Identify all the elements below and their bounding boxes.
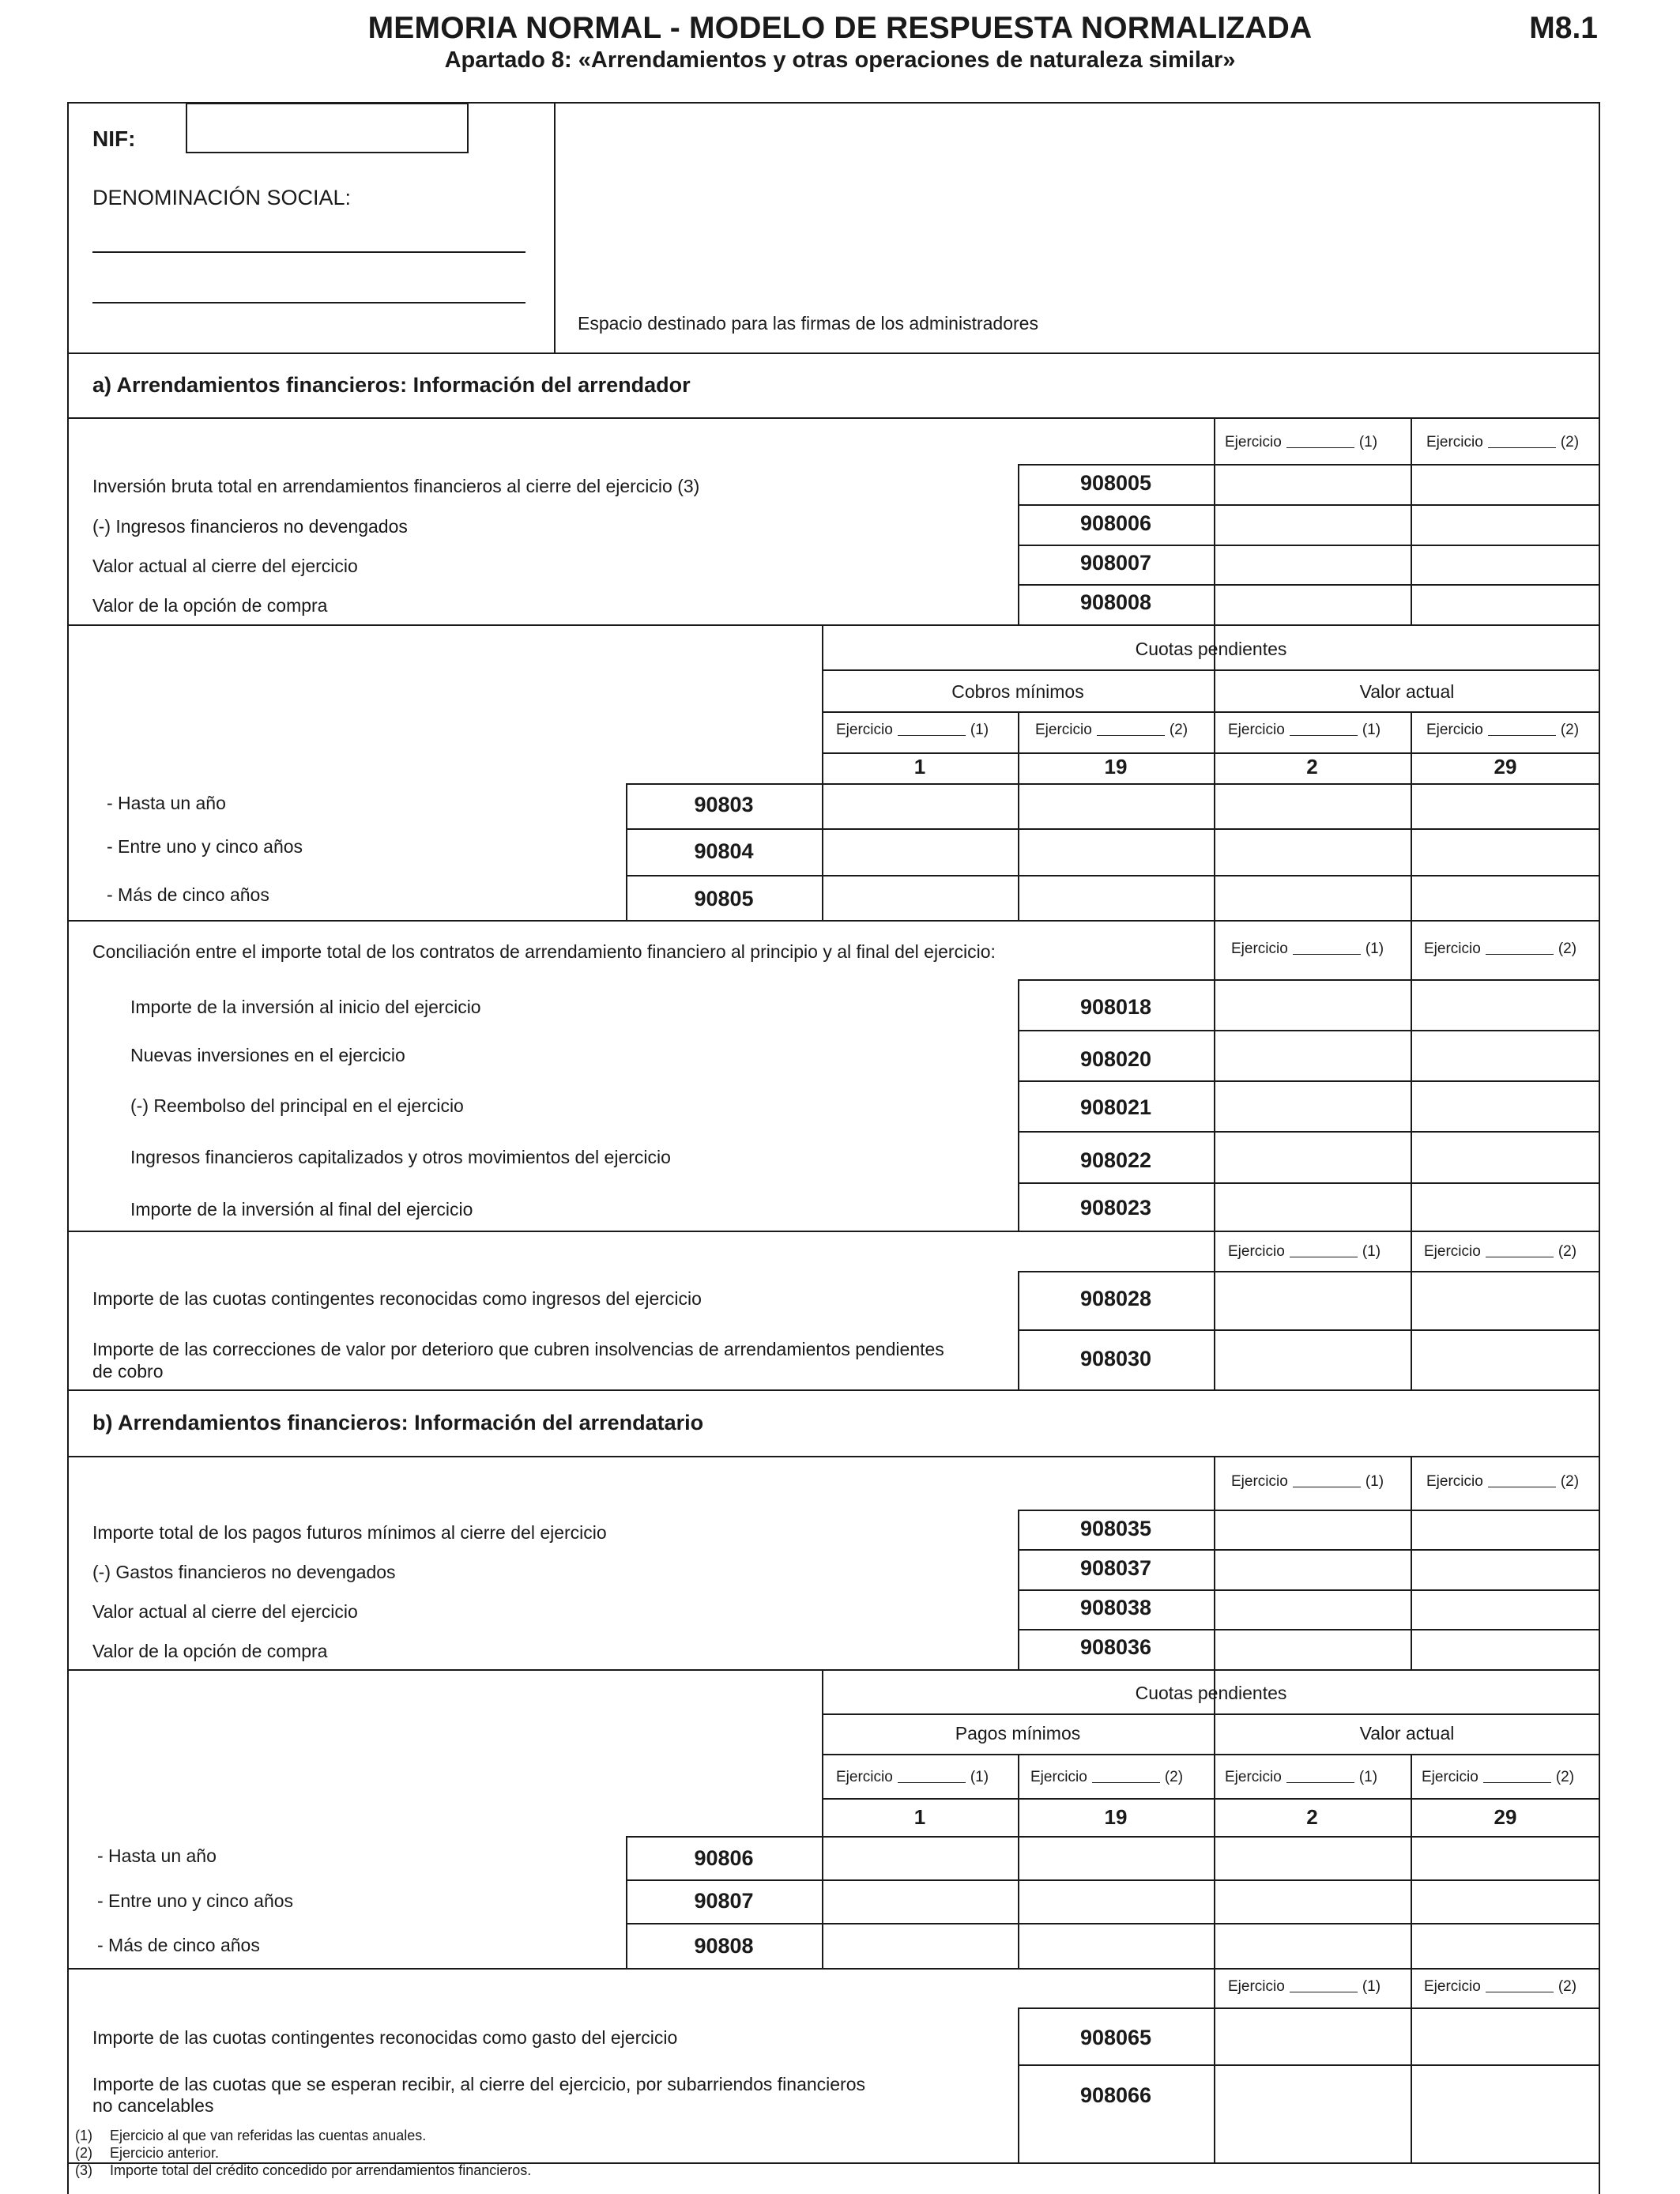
nif-label: NIF: bbox=[92, 126, 136, 151]
column-number: 2 bbox=[1306, 755, 1318, 778]
form-subtitle: Apartado 8: «Arrendamientos y otras operaciones de naturaleza similar» bbox=[444, 47, 1236, 73]
row-code: 908066 bbox=[1079, 2083, 1152, 2107]
row-code: 908021 bbox=[1079, 1095, 1152, 1119]
denominacion-line-2[interactable] bbox=[92, 302, 525, 303]
divider bbox=[67, 1669, 1600, 1671]
row-code: 908036 bbox=[1079, 1635, 1152, 1659]
id-divider bbox=[554, 102, 556, 352]
column-number: 2 bbox=[1306, 1805, 1318, 1829]
row-code: 908018 bbox=[1079, 995, 1152, 1019]
row-label: Importe de las cuotas que se esperan recibir, al cierre del ejercicio, por subarriendos financieros bbox=[92, 2074, 866, 2094]
ejercicio-header-2: Ejercicio (2) bbox=[1424, 1978, 1577, 1995]
cuotas-group-1: Cobros mínimos bbox=[951, 681, 1084, 702]
ejercicio-header-2: Ejercicio (2) bbox=[1424, 941, 1577, 957]
cuotas-title: Cuotas pendientes bbox=[1135, 1683, 1287, 1703]
ejercicio-header-2: Ejercicio (2) bbox=[1422, 1769, 1575, 1785]
row-label: - Hasta un año bbox=[97, 1845, 217, 1866]
row-code: 908023 bbox=[1079, 1196, 1152, 1220]
ejercicio-header-2: Ejercicio (2) bbox=[1424, 1243, 1577, 1260]
divider bbox=[67, 920, 1600, 922]
nif-input[interactable] bbox=[186, 103, 469, 153]
footnote: (3) Importe total del crédito concedido por arrendamientos financieros. bbox=[75, 2162, 532, 2178]
row-code: 908005 bbox=[1079, 471, 1152, 495]
ejercicio-header-1: Ejercicio (1) bbox=[1225, 1769, 1378, 1785]
divider bbox=[67, 1968, 1600, 1970]
ejercicio-header-1: Ejercicio (1) bbox=[1228, 1978, 1381, 1995]
ejercicio-header-1: Ejercicio (1) bbox=[1228, 722, 1381, 738]
row-code: 908007 bbox=[1079, 551, 1152, 575]
row-label: - Más de cinco años bbox=[97, 1935, 260, 1955]
section-b-title: b) Arrendamientos financieros: Información del arrendatario bbox=[92, 1411, 704, 1434]
row-code: 90804 bbox=[694, 839, 754, 863]
conciliacion-title: Conciliación entre el importe total de los contratos de arrendamiento financiero al principio y al final del ejercicio: bbox=[92, 941, 996, 962]
row-code: 908038 bbox=[1079, 1596, 1152, 1619]
ejercicio-header-1: Ejercicio (1) bbox=[836, 1769, 989, 1785]
row-label: Importe de las cuotas contingentes reconocidas como gasto del ejercicio bbox=[92, 2027, 678, 2048]
cuotas-group-2: Valor actual bbox=[1359, 681, 1455, 702]
section-a-title: a) Arrendamientos financieros: Información del arrendador bbox=[92, 373, 691, 397]
row-label: Valor de la opción de compra bbox=[92, 1641, 328, 1661]
ejercicio-header-2: Ejercicio (2) bbox=[1426, 722, 1580, 738]
column-number: 19 bbox=[1104, 755, 1128, 778]
denominacion-line-1[interactable] bbox=[92, 251, 525, 253]
row-code: 908035 bbox=[1079, 1517, 1152, 1540]
row-label: (-) Ingresos financieros no devengados bbox=[92, 516, 408, 537]
row-label: Inversión bruta total en arrendamientos financieros al cierre del ejercicio (3) bbox=[92, 476, 700, 496]
row-label: (-) Reembolso del principal en el ejercicio bbox=[130, 1095, 464, 1116]
row-label: - Hasta un año bbox=[107, 793, 226, 813]
divider bbox=[67, 1389, 1600, 1391]
row-label: Valor de la opción de compra bbox=[92, 595, 328, 616]
row-label: Valor actual al cierre del ejercicio bbox=[92, 1601, 358, 1622]
divider bbox=[67, 352, 1600, 354]
row-label: Importe total de los pagos futuros mínimos al cierre del ejercicio bbox=[92, 1522, 607, 1543]
model-code: M8.1 bbox=[1529, 11, 1598, 45]
ejercicio-header-1: Ejercicio (1) bbox=[1228, 1243, 1381, 1260]
cuotas-group-2: Valor actual bbox=[1359, 1723, 1455, 1744]
ejercicio-header-2: Ejercicio (2) bbox=[1035, 722, 1188, 738]
row-label: Importe de las cuotas contingentes reconocidas como ingresos del ejercicio bbox=[92, 1288, 702, 1309]
row-code: 90807 bbox=[694, 1889, 754, 1913]
row-code: 908065 bbox=[1079, 2026, 1152, 2049]
row-code: 908030 bbox=[1079, 1347, 1152, 1370]
form-title: MEMORIA NORMAL - MODELO DE RESPUESTA NORMALIZADA bbox=[367, 11, 1313, 45]
row-label: Importe de las correcciones de valor por deterioro que cubren insolvencias de arrendamientos pendientes bbox=[92, 1339, 944, 1359]
row-code: 908020 bbox=[1079, 1047, 1152, 1071]
row-label: Importe de la inversión al inicio del ejercicio bbox=[130, 997, 481, 1017]
footnote: (1) Ejercicio al que van referidas las cuentas anuales. bbox=[75, 2128, 427, 2143]
row-label: - Entre uno y cinco años bbox=[97, 1891, 294, 1911]
column-number: 29 bbox=[1494, 755, 1517, 778]
cuotas-title: Cuotas pendientes bbox=[1135, 639, 1287, 659]
row-code: 90805 bbox=[694, 887, 754, 910]
row-label: Nuevas inversiones en el ejercicio bbox=[130, 1045, 405, 1065]
row-label: (-) Gastos financieros no devengados bbox=[92, 1562, 396, 1582]
cuotas-group-1: Pagos mínimos bbox=[955, 1723, 1081, 1744]
row-code: 908006 bbox=[1079, 511, 1152, 535]
row-code: 908022 bbox=[1079, 1148, 1152, 1172]
divider bbox=[67, 417, 1600, 419]
divider bbox=[67, 1231, 1600, 1232]
ejercicio-header-2: Ejercicio (2) bbox=[1030, 1769, 1184, 1785]
row-label: Importe de la inversión al final del ejercicio bbox=[130, 1199, 473, 1220]
row-label: - Entre uno y cinco años bbox=[107, 836, 303, 857]
row-code: 90806 bbox=[694, 1846, 754, 1870]
row-code: 908037 bbox=[1079, 1556, 1152, 1580]
column-number: 29 bbox=[1494, 1805, 1517, 1829]
row-label: Valor actual al cierre del ejercicio bbox=[92, 556, 358, 576]
row-label: - Más de cinco años bbox=[107, 884, 269, 905]
ejercicio-header-1: Ejercicio (1) bbox=[1231, 941, 1384, 957]
signatures-label: Espacio destinado para las firmas de los administradores bbox=[578, 313, 1038, 334]
row-code: 908028 bbox=[1079, 1287, 1152, 1310]
ejercicio-header-1: Ejercicio (1) bbox=[1231, 1473, 1384, 1490]
footnote: (2) Ejercicio anterior. bbox=[75, 2145, 220, 2161]
row-label: Ingresos financieros capitalizados y otros movimientos del ejercicio bbox=[130, 1147, 671, 1167]
divider bbox=[67, 624, 1600, 626]
column-number: 1 bbox=[913, 755, 926, 778]
row-code: 908008 bbox=[1079, 590, 1152, 614]
ejercicio-header-2: Ejercicio (2) bbox=[1426, 434, 1580, 450]
divider bbox=[67, 1456, 1600, 1457]
ejercicio-header-1: Ejercicio (1) bbox=[1225, 434, 1378, 450]
denominacion-label: DENOMINACIÓN SOCIAL: bbox=[92, 186, 352, 209]
column-number: 1 bbox=[913, 1805, 926, 1829]
row-label: de cobro bbox=[92, 1361, 164, 1382]
row-label: no cancelables bbox=[92, 2095, 214, 2116]
ejercicio-header-1: Ejercicio (1) bbox=[836, 722, 989, 738]
row-code: 90803 bbox=[694, 793, 754, 816]
row-code: 90808 bbox=[694, 1934, 754, 1958]
ejercicio-header-2: Ejercicio (2) bbox=[1426, 1473, 1580, 1490]
column-number: 19 bbox=[1104, 1805, 1128, 1829]
